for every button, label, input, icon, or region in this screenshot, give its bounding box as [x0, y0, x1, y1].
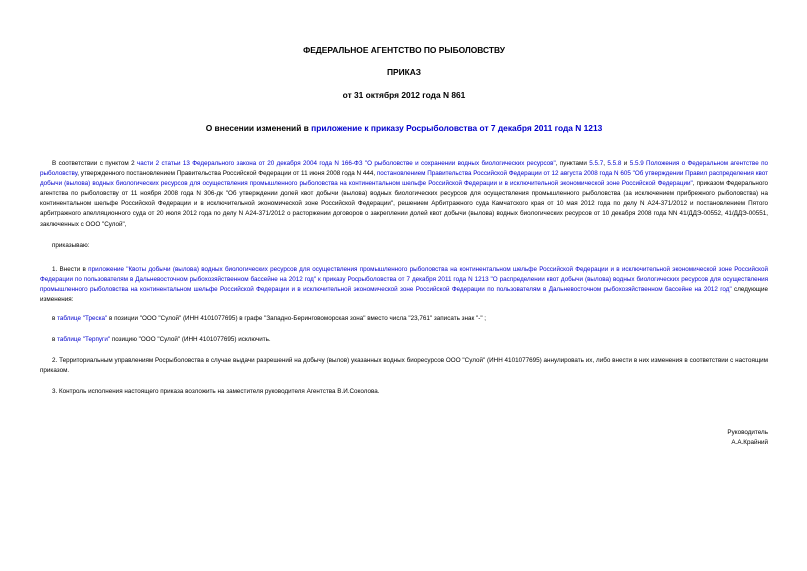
- signature-name: А.А.Крайний: [731, 439, 768, 446]
- preamble-text-1: В соответствии с пунктом 2: [52, 160, 137, 167]
- item-1a: [40, 314, 768, 324]
- signature-title: Руководитель: [727, 429, 768, 436]
- item-1a-text-2: в позиции "ООО "Сулой" (ИНН 4101077695) в графе "Западно-Беринговоморская зона" вместо числа "23,761" записать знак "-" ;: [107, 315, 487, 322]
- decree-605-link[interactable]: постановлением Правительства Российской Федерации от 12 августа 2008 года N 605 "Об утверждении Правил распределения квот добычи (вылова) водных биологических ресурсов для осуществления промышленного рыболовства на континентальном шельфе Российской Федерации и в исключительной экономической зоне Российской Федерации": [40, 170, 768, 188]
- item-3: 3. Контроль исполнения настоящего приказа возложить на заместителя руководителя Агентства В.И.Соколова.: [52, 388, 380, 395]
- signature-block: [727, 428, 768, 448]
- subject-heading: [40, 123, 768, 134]
- preamble-text-3: ,: [603, 160, 608, 167]
- subject-prefix: О внесении изменений в: [205, 123, 312, 133]
- item-2: 2. Территориальным управлениям Росрыболовства в случае выдачи разрешений на добычу (вылов) указанных водных биоресурсов ООО "Сулой" (ИНН 4101077695) аннулировать их, либо внести в них изменения в соответствии с настоящим приказом.: [40, 357, 768, 375]
- clause-5-5-7-link[interactable]: 5.5.7: [589, 160, 604, 167]
- doc-type-heading: ПРИКАЗ: [386, 67, 422, 77]
- item-1: [40, 265, 768, 305]
- date-number-heading: от 31 октября 2012 года N 861: [342, 90, 466, 100]
- item-1b-text-2: позицию "ООО "Сулой" (ИНН 4101077695) исключить.: [110, 336, 271, 343]
- regulation-link[interactable]: 5.5.9 Положения о Федеральном агентстве по рыболовству: [40, 160, 768, 178]
- preamble-paragraph: [40, 159, 768, 230]
- order-word: приказываю:: [52, 242, 90, 249]
- item-1b-text-1: в: [52, 336, 58, 343]
- item-1a-text-1: в: [52, 315, 58, 322]
- preamble-text-5: , утвержденного постановлением Правительства Российской Федерации от 11 июня 2008 года N 444,: [77, 170, 377, 178]
- item-1b: [40, 335, 768, 345]
- appendix-link[interactable]: приложение "Квоты добычи (вылова) водных биологических ресурсов для осуществления промышленного рыболовства на континентальном шельфе Российской Федерации и в исключительной экономической зоне Российской Федерации по пользователям в Дальневосточном рыбохозяйственном бассейне на 2012 год" к приказу Росрыболовства от 7 декабря 2011 года N 1213 "О распределении квот добычи (вылова) водных биологических ресурсов для осуществления промышленного рыболовства на континентальном шельфе Российской Федерации и в исключительной экономической зоне Российской Федерации по пользователям в Дальневосточном рыбохозяйственном бассейне на 2012 год": [40, 266, 768, 294]
- agency-heading: ФЕДЕРАЛЬНОЕ АГЕНТСТВО ПО РЫБОЛОВСТВУ: [303, 45, 505, 55]
- law-link[interactable]: части 2 статьи 13 Федерального закона от 20 декабря 2004 года N 166-ФЗ "О рыболовстве и сохранении водных биологических ресурсов": [136, 160, 556, 167]
- preamble-text-4: и: [621, 160, 630, 167]
- preamble-text-6: , приказом Федерального агентства по рыболовству от 11 ноября 2008 года N 306-дк "Об утверждении долей квот добычи (вылова) водных биологических ресурсов для осуществления промышленного рыболовства (за исключением прибрежного рыболовства) на континентальном шельфе Российской Федерации и в исключительной экономической зоне Российской Федерации", решением Арбитражного суда Камчатского края от 10 мая 2012 года по делу N А24-371/2012 и постановлением Пятого арбитражного апелляционного суда от 20 июля 2012 года по делу N А24-371/2012 о расторжении договоров о закреплении долей квот добычи (вылова) водных биологических ресурсов от 10 декабря 2008 года NN 41/ДДЭ-00552, 41/ДДЭ-00551, заключенных с ООО "Сулой",: [40, 180, 768, 228]
- item-1-text-1: 1. Внести в: [52, 266, 89, 273]
- cod-table-link[interactable]: таблице "Треска": [57, 315, 108, 322]
- greenling-table-link[interactable]: таблице "Терпуги": [57, 336, 111, 343]
- item-1-text-2: следующие изменения:: [40, 286, 768, 304]
- subject-link[interactable]: приложение к приказу Росрыболовства от 7 декабря 2011 года N 1213: [311, 123, 603, 133]
- preamble-text-2: , пунктами: [555, 160, 590, 167]
- clause-5-5-8-link[interactable]: 5.5.8: [607, 160, 622, 167]
